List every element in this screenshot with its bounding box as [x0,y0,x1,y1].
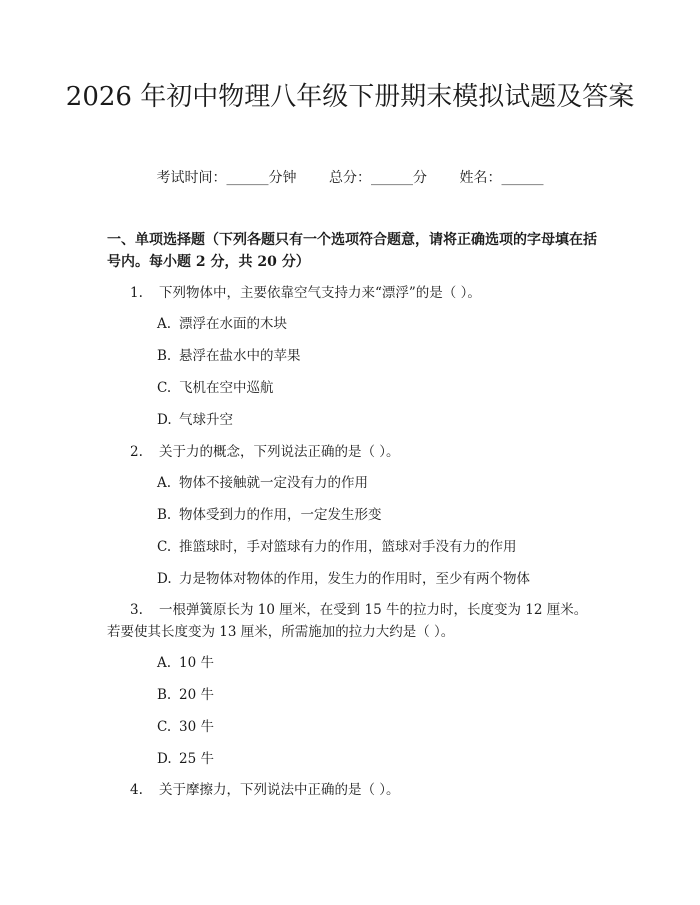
option-text: 20 牛 [179,687,214,703]
page-title: 2026 年初中物理八年级下册期末模拟试题及答案 [65,82,635,112]
option-letter: D. [157,571,172,587]
option-2d [157,569,577,589]
option-text: 漂浮在水面的木块 [179,316,287,332]
option-text: 悬浮在盐水中的苹果 [179,348,301,364]
option-letter: C. [157,539,172,555]
option-2b [157,505,577,525]
question-2 [107,441,597,463]
option-letter: B. [157,687,172,703]
option-1a [157,314,577,334]
option-letter: B. [157,348,172,364]
question-4 [107,779,597,801]
option-text: 力是物体对物体的作用，发生力的作用时，至少有两个物体 [179,571,530,587]
question-number: 1. [130,285,143,301]
exam-total-score: 总分：______分 [329,170,427,186]
option-text: 物体不接触就一定没有力的作用 [179,475,368,491]
option-letter: A. [157,316,172,332]
option-letter: D. [157,412,172,428]
option-text: 气球升空 [179,412,233,428]
option-text: 30 牛 [179,719,214,735]
option-2c [157,537,577,557]
option-1b [157,346,577,366]
option-1c [157,378,577,398]
question-text: 关于力的概念，下列说法正确的是（ ）。 [159,444,400,460]
option-2a [157,473,577,493]
option-text: 物体受到力的作用，一定发生形变 [179,507,382,523]
question-text: 一根弹簧原长为 10 厘米，在受到 15 牛的拉力时，长度变为 12 厘米。若要使其长度变为 13 厘米，所需施加的拉力大约是（ ）。 [107,602,588,640]
option-text: 推篮球时，手对篮球有力的作用，篮球对手没有力的作用 [179,539,517,555]
option-letter: C. [157,380,172,396]
question-number: 4. [130,782,143,798]
exam-meta [0,167,700,187]
student-name: 姓名：______ [459,170,544,186]
option-text: 10 牛 [179,655,214,671]
option-text: 25 牛 [179,751,214,767]
option-letter: A. [157,475,172,491]
question-3 [107,599,597,643]
question-1 [107,282,597,304]
question-number: 3. [130,602,143,618]
option-letter: D. [157,751,172,767]
option-1d [157,410,577,430]
option-3a [157,653,577,673]
option-3b [157,685,577,705]
option-3d [157,749,577,769]
option-letter: C. [157,719,172,735]
option-letter: B. [157,507,172,523]
question-text: 关于摩擦力，下列说法中正确的是（ ）。 [159,782,400,798]
question-text: 下列物体中，主要依靠空气支持力来“漂浮”的是（ ）。 [159,285,481,301]
question-number: 2. [130,444,143,460]
option-letter: A. [157,655,172,671]
option-text: 飞机在空中巡航 [179,380,274,396]
exam-time: 考试时间：______分钟 [156,170,297,186]
option-3c [157,717,577,737]
section-heading: 一、单项选择题（下列各题只有一个选项符合题意，请将正确选项的字母填在括号内。每小题 2 分，共 20 分） [107,232,597,270]
